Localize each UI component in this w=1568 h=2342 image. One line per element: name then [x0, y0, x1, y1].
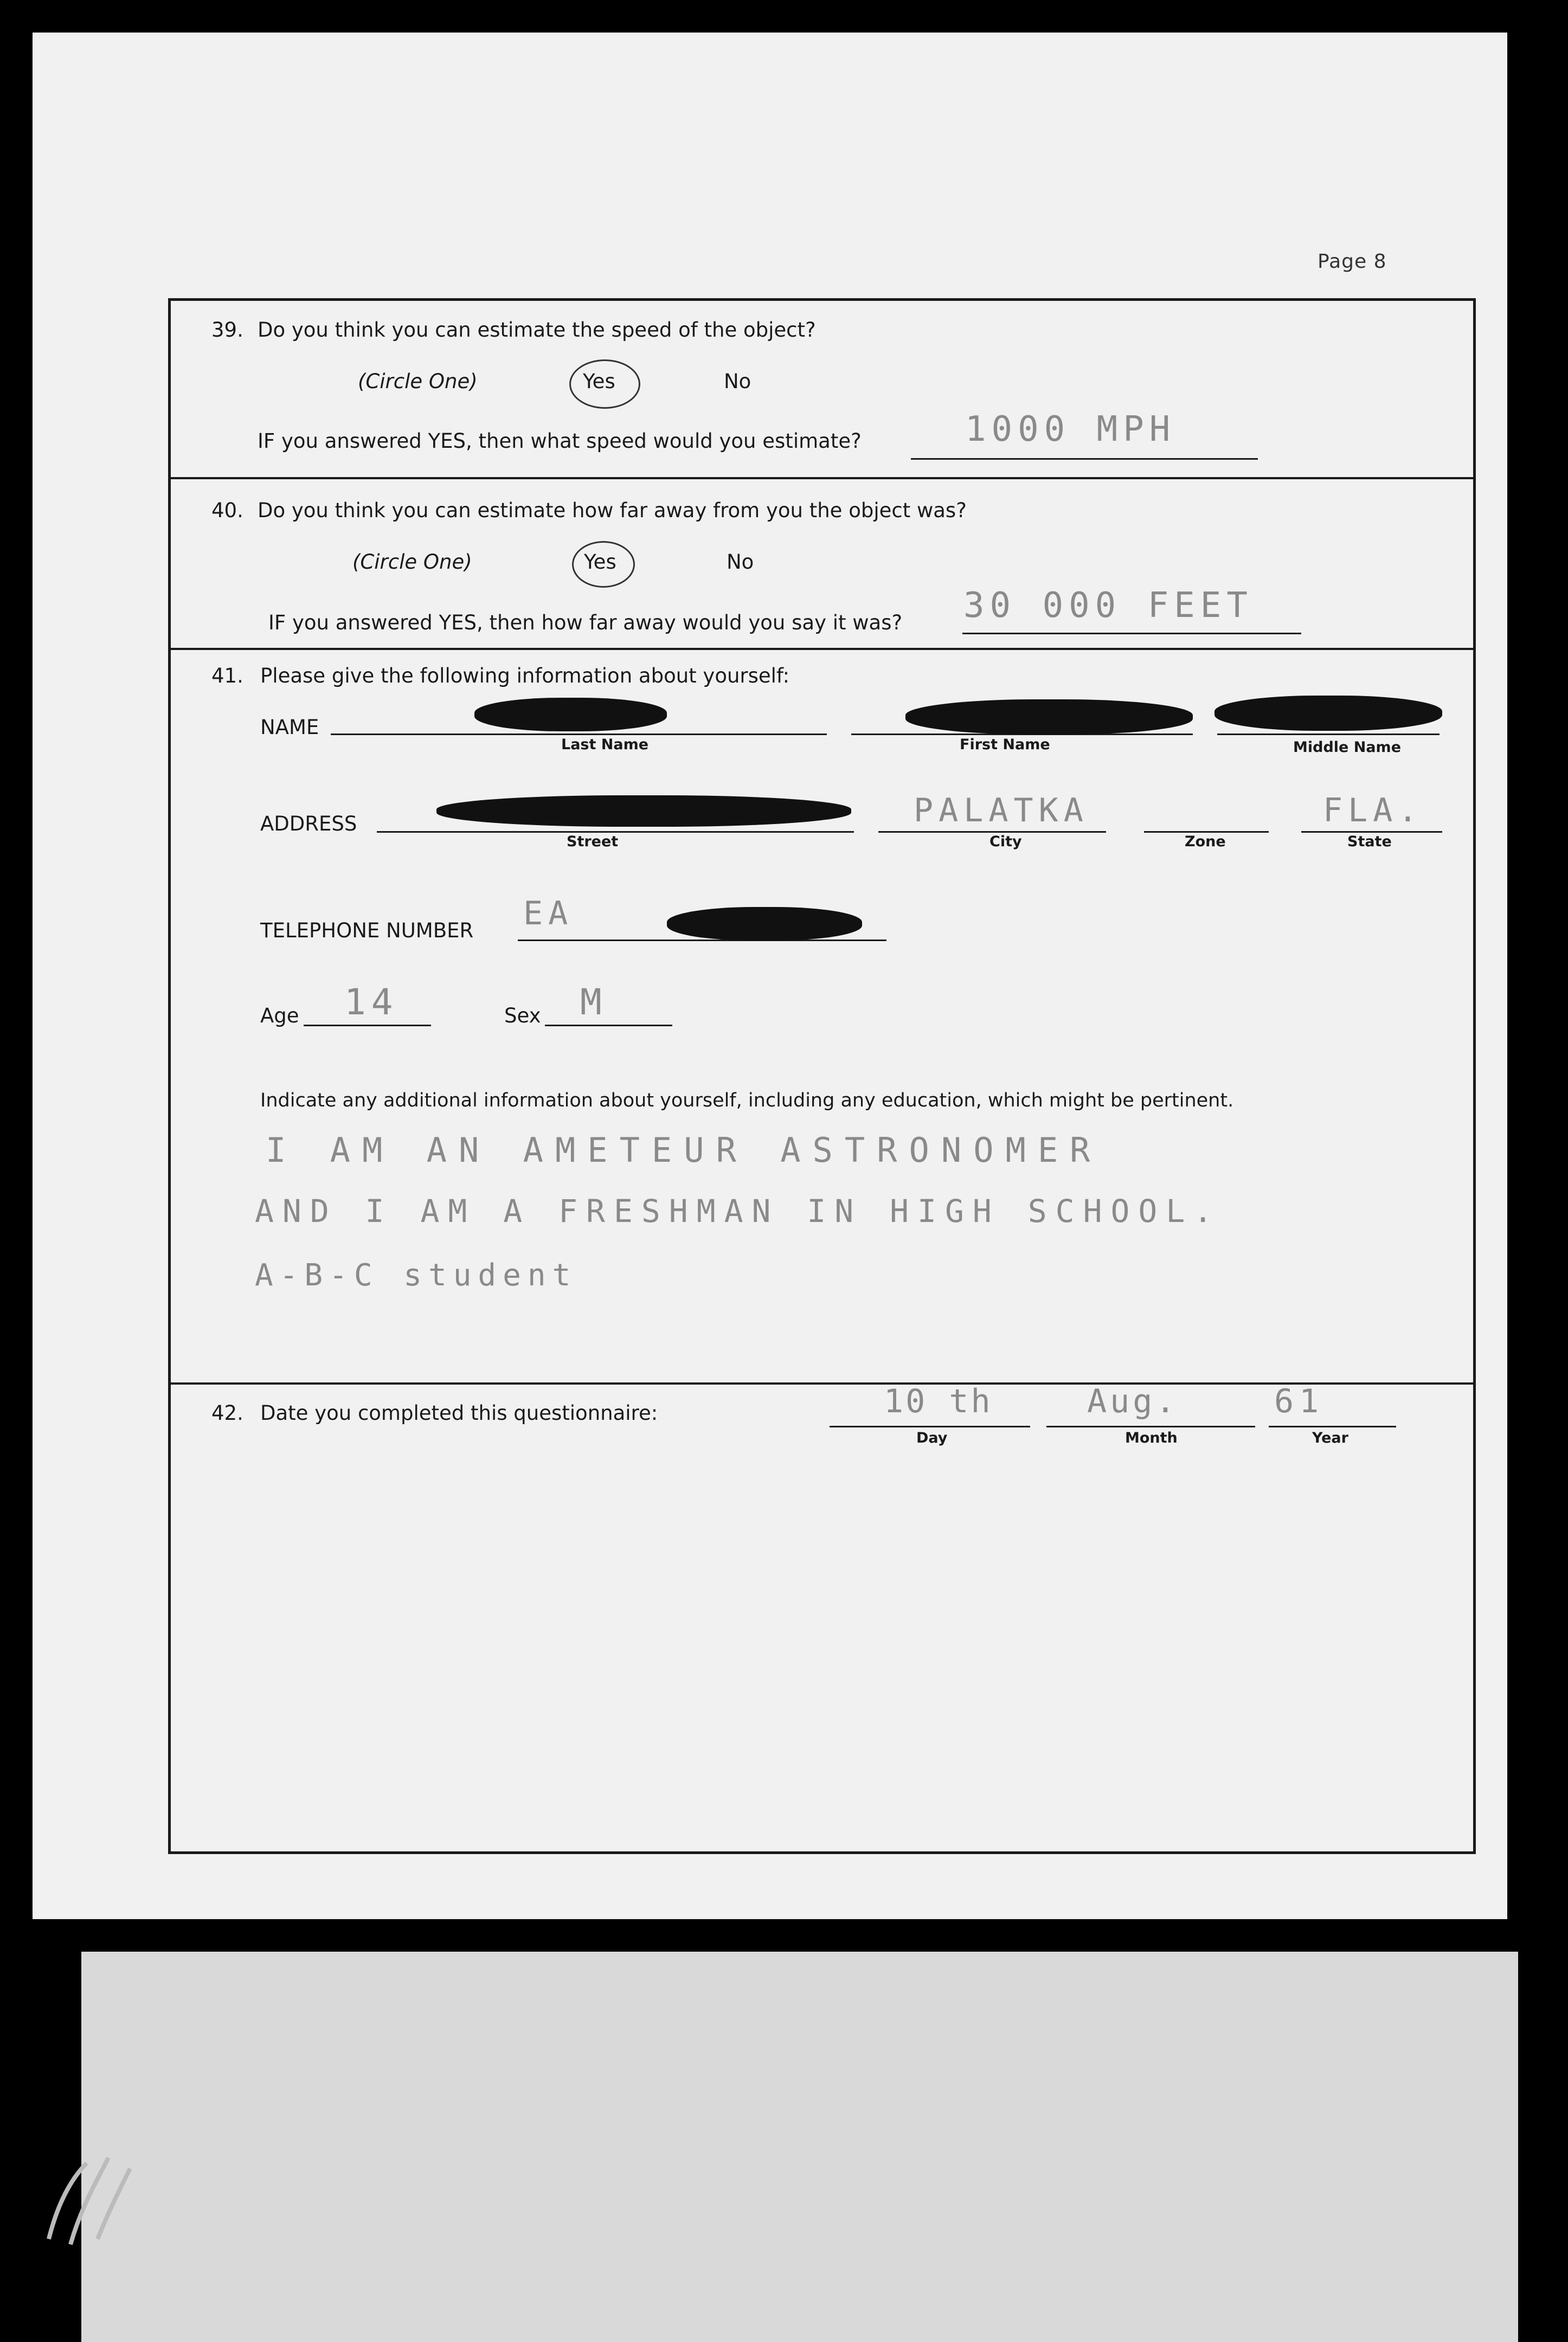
q40-question: Do you think you can estimate how far away from you the object was?	[258, 499, 967, 522]
last-name-redaction	[474, 698, 667, 731]
last-name-caption: Last Name	[561, 736, 649, 753]
additional-line-3[interactable]: A-B-C student	[255, 1258, 577, 1293]
telephone-label: TELEPHONE NUMBER	[260, 919, 474, 942]
middle-name-redaction	[1214, 696, 1442, 731]
page-number: Page 8	[1318, 250, 1387, 273]
street-caption: Street	[567, 833, 619, 850]
month-value[interactable]: Aug.	[1087, 1382, 1179, 1420]
state-line	[1301, 831, 1442, 833]
q39-followup: IF you answered YES, then what speed would you estimate?	[258, 429, 862, 453]
state-value[interactable]: FLA.	[1323, 792, 1423, 829]
first-name-redaction	[905, 699, 1193, 735]
sex-line	[545, 1025, 672, 1026]
q39-answer-line	[911, 458, 1258, 460]
year-line	[1269, 1426, 1396, 1427]
bottom-smudge	[38, 2131, 179, 2250]
q42-number: 42.	[211, 1401, 243, 1425]
street-redaction	[436, 795, 851, 827]
month-line	[1046, 1426, 1255, 1427]
telephone-value[interactable]: EA	[523, 895, 574, 932]
q41-prompt: Please give the following information about yourself:	[260, 664, 790, 687]
additional-line-1[interactable]: I AM AN AMETEUR ASTRONOMER	[266, 1130, 1102, 1170]
age-line	[304, 1025, 431, 1026]
city-caption: City	[989, 833, 1022, 850]
q39-option-yes[interactable]: Yes	[583, 370, 615, 393]
last-name-line	[331, 734, 827, 735]
document-sheet	[33, 33, 1507, 1919]
year-caption: Year	[1312, 1430, 1348, 1446]
q39-number: 39.	[211, 318, 243, 342]
middle-name-line	[1217, 734, 1440, 735]
q40-answer[interactable]: 30 000 FEET	[963, 586, 1253, 626]
zone-caption: Zone	[1185, 833, 1226, 850]
first-name-caption: First Name	[960, 736, 1050, 753]
street-line	[377, 831, 854, 833]
telephone-redaction	[667, 907, 862, 941]
q39-question: Do you think you can estimate the speed of the object?	[258, 318, 816, 342]
day-line	[830, 1426, 1030, 1427]
q40-followup: IF you answered YES, then how far away would you say it was?	[268, 611, 903, 634]
address-label: ADDRESS	[260, 812, 357, 835]
day-caption: Day	[916, 1430, 948, 1446]
q42-prompt: Date you completed this questionnaire:	[260, 1401, 658, 1425]
state-caption: State	[1347, 833, 1392, 850]
additional-line-2[interactable]: AND I AM A FRESHMAN IN HIGH SCHOOL.	[255, 1193, 1222, 1230]
q40-answer-line	[962, 633, 1301, 634]
name-label: NAME	[260, 716, 319, 739]
q39-option-no[interactable]: No	[724, 370, 751, 393]
zone-line	[1144, 831, 1269, 833]
q40-option-no[interactable]: No	[727, 550, 754, 574]
q39-answer[interactable]: 1000 MPH	[965, 409, 1176, 449]
month-caption: Month	[1125, 1430, 1178, 1446]
q40-number: 40.	[211, 499, 243, 522]
city-value[interactable]: PALATKA	[914, 792, 1089, 829]
q41-number: 41.	[211, 664, 243, 687]
q40-circle-instruction: (Circle One)	[352, 550, 472, 574]
telephone-line	[518, 940, 886, 941]
middle-name-caption: Middle Name	[1293, 739, 1402, 756]
q40-option-yes[interactable]: Yes	[584, 550, 616, 574]
additional-info-prompt: Indicate any additional information about yourself, including any education, which might be pertinent.	[260, 1090, 1234, 1111]
questionnaire-box	[168, 298, 1476, 1854]
sex-label: Sex	[504, 1004, 541, 1027]
year-value[interactable]: 61	[1274, 1382, 1325, 1420]
sex-value[interactable]: M	[580, 981, 607, 1023]
q39-circle-instruction: (Circle One)	[358, 370, 478, 393]
day-value[interactable]: 10 th	[884, 1382, 993, 1420]
age-value[interactable]: 14	[344, 981, 399, 1023]
city-line	[878, 831, 1106, 833]
age-label: Age	[260, 1004, 299, 1027]
section-divider	[171, 648, 1473, 650]
lower-page-edge	[81, 1952, 1518, 2342]
section-divider	[171, 477, 1473, 479]
